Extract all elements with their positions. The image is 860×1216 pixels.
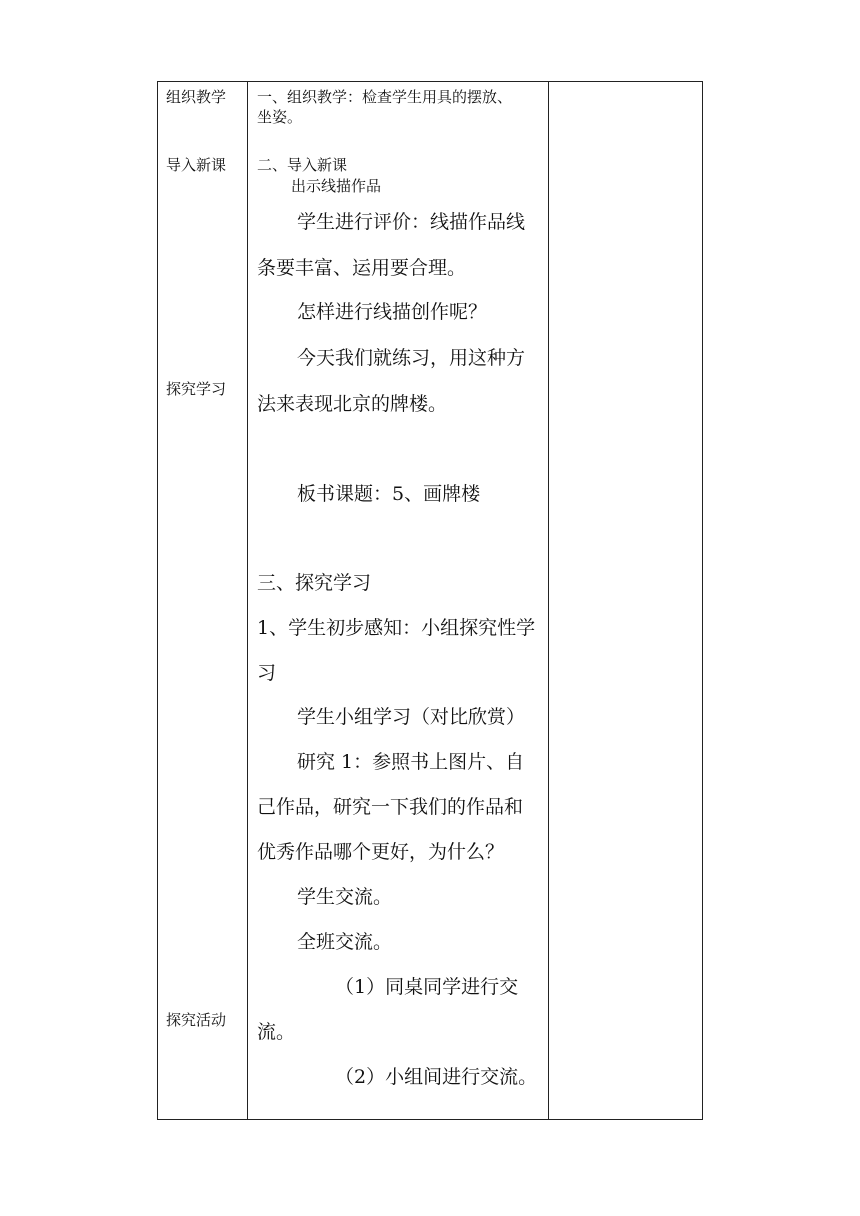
label-explore-activity: 探究活动 (166, 1011, 227, 1029)
content-line-10: 板书课题：5、画牌楼 (297, 483, 481, 505)
table-right-border (702, 81, 703, 1120)
column-divider-2 (548, 81, 549, 1120)
label-introduce-new-lesson: 导入新课 (166, 156, 227, 174)
content-line-1: 一、组织教学：检查学生用具的摆放、 (257, 88, 513, 106)
content-line-8: 今天我们就练习，用这种方 (297, 347, 526, 369)
content-line-22: （2）小组间进行交流。 (335, 1066, 538, 1088)
table-top-border (157, 81, 702, 82)
content-line-14: 学生小组学习（对比欣赏） (297, 706, 526, 728)
table-left-border (157, 81, 158, 1120)
table-bottom-border (157, 1119, 702, 1120)
content-line-9: 法来表现北京的牌楼。 (257, 393, 448, 415)
content-line-18: 学生交流。 (297, 886, 393, 908)
content-line-15: 研究 1：参照书上图片、自 (297, 751, 525, 773)
label-explore-learning: 探究学习 (166, 380, 227, 398)
content-line-6: 条要丰富、运用要合理。 (257, 257, 467, 279)
content-line-16: 己作品，研究一下我们的作品和 (257, 796, 524, 818)
content-line-19: 全班交流。 (297, 931, 393, 953)
content-line-11: 三、探究学习 (257, 572, 372, 594)
content-line-21: 流。 (257, 1021, 296, 1043)
content-line-2: 坐姿。 (257, 108, 303, 126)
content-line-20: （1）同桌同学进行交 (335, 976, 519, 998)
content-line-4: 出示线描作品 (291, 177, 382, 195)
label-organize-teaching: 组织教学 (166, 88, 227, 106)
content-line-3: 二、导入新课 (257, 156, 348, 174)
content-line-12: 1、学生初步感知：小组探究性学 (257, 617, 536, 639)
content-line-5: 学生进行评价：线描作品线 (297, 211, 526, 233)
column-divider-1 (247, 81, 248, 1120)
content-line-13: 习 (257, 662, 277, 684)
content-line-7: 怎样进行线描创作呢？ (297, 301, 488, 323)
content-line-17: 优秀作品哪个更好，为什么？ (257, 841, 505, 863)
